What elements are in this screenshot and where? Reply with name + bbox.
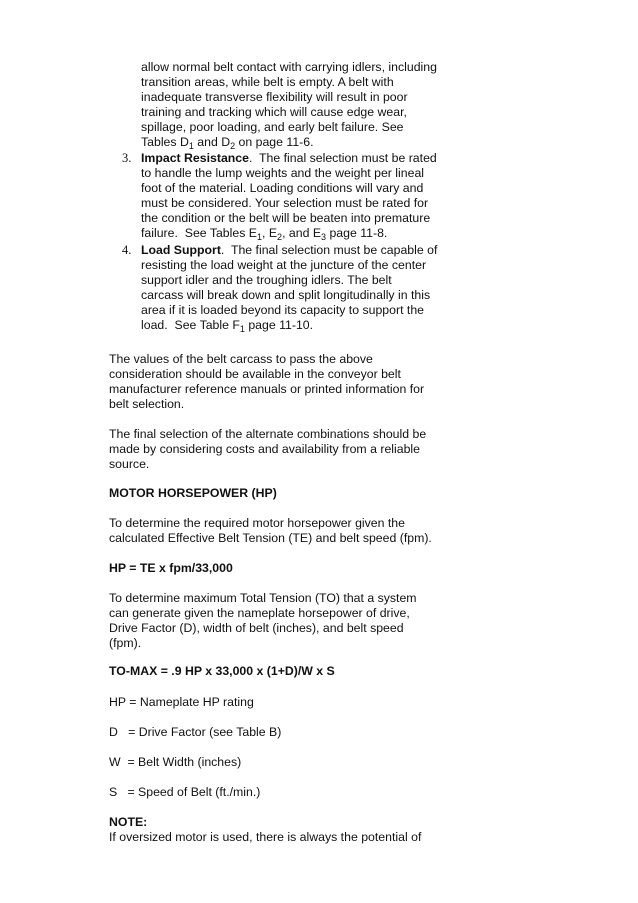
text-fragment: . The final selection must be rated [249, 151, 437, 165]
text-line: must be considered. Your selection must be rated for [141, 196, 429, 210]
paragraph-values [109, 352, 479, 412]
text-fragment: and D [193, 135, 231, 149]
formula-hp: HP = TE x fpm/33,000 [109, 561, 233, 575]
item-3-heading: Impact Resistance [141, 151, 249, 165]
text-line: To determine maximum Total Tension (TO) that a system [109, 591, 417, 605]
note-label: NOTE: [109, 815, 148, 829]
text-line: support idler and the troughing idlers. The belt [141, 273, 392, 287]
definition-s [109, 785, 479, 800]
text-line: calculated Effective Belt Tension (TE) and belt speed (fpm). [109, 531, 432, 545]
text-line: made by considering costs and availability from a reliable [109, 442, 420, 456]
text-line: training and tracking which will cause edge wear, [141, 105, 407, 119]
text-line: The final selection of the alternate combinations should be [109, 427, 427, 441]
text-line: source. [109, 457, 150, 471]
motor-horsepower-heading: MOTOR HORSEPOWER (HP) [109, 486, 277, 500]
text-fragment: page 11-10. [244, 318, 314, 332]
item-4-number: 4. [122, 243, 132, 257]
text-line: To determine the required motor horsepower given the [109, 516, 405, 530]
paragraph-tension [109, 591, 479, 651]
text-line: (fpm). [109, 636, 142, 650]
text-fragment: , and E [282, 226, 322, 240]
formula-to-max: TO-MAX = .9 HP x 33,000 x (1+D)/W x S [109, 664, 335, 678]
item-4 [141, 243, 471, 333]
section-heading [109, 486, 479, 501]
text-fragment: , E [262, 226, 278, 240]
subscript: 1 [239, 324, 245, 334]
text-line: carcass will break down and split longitudinally in this [141, 288, 431, 302]
text-line: area if it is loaded beyond its capacity to support the [141, 303, 424, 317]
text-line: D = Drive Factor (see Table B) [109, 725, 282, 739]
paragraph-final-selection [109, 427, 479, 472]
formula-hp-block [109, 561, 479, 576]
text-line [141, 151, 471, 166]
text-line [141, 243, 471, 258]
text-line: inadequate transverse flexibility will result in poor [141, 90, 408, 104]
subscript: 1 [256, 232, 262, 242]
text-line: resisting the load weight at the juncture of the center [141, 258, 427, 272]
text-line: consideration should be available in the conveyor belt [109, 367, 401, 381]
text-line: W = Belt Width (inches) [109, 755, 242, 769]
text-line: HP = Nameplate HP rating [109, 695, 254, 709]
text-line [141, 135, 471, 150]
definition-hp [109, 695, 479, 710]
text-line: to handle the lump weights and the weight per lineal [141, 166, 425, 180]
text-fragment: page 11-8. [326, 226, 388, 240]
paragraph-motor [109, 516, 479, 546]
text-line: can generate given the nameplate horsepower of drive, [109, 606, 410, 620]
item-4-heading: Load Support [141, 243, 221, 257]
text-line: S = Speed of Belt (ft./min.) [109, 785, 261, 799]
subscript: 3 [321, 232, 327, 242]
text-line: spillage, poor loading, and early belt failure. See [141, 120, 404, 134]
text-line: foot of the material. Loading conditions will vary and [141, 181, 424, 195]
text-line [141, 226, 471, 241]
text-fragment: load. See Table F [141, 318, 240, 332]
text-line: transition areas, while belt is empty. A belt with [141, 75, 394, 89]
text-fragment: on page 11-6. [235, 135, 314, 149]
definition-w [109, 755, 479, 770]
text-line [141, 318, 471, 333]
note-block [109, 815, 479, 845]
text-line: manufacturer reference manuals or printed information for [109, 382, 425, 396]
text-fragment: . The final selection must be capable of [220, 243, 438, 257]
formula-to-block [109, 664, 479, 679]
subscript: 1 [188, 141, 194, 151]
item-2-continuation [141, 60, 471, 150]
text-fragment: Tables D [141, 135, 189, 149]
item-3 [141, 151, 471, 241]
text-line: the condition or the belt will be beaten into premature [141, 211, 431, 225]
text-line: allow normal belt contact with carrying idlers, including [141, 60, 437, 74]
text-line: belt selection. [109, 397, 185, 411]
definition-d [109, 725, 479, 740]
text-line: The values of the belt carcass to pass the above [109, 352, 373, 366]
text-fragment: failure. See Tables E [141, 226, 257, 240]
item-3-number: 3. [122, 151, 132, 165]
text-line: If oversized motor is used, there is always the potential of [109, 830, 422, 844]
subscript: 2 [230, 141, 236, 151]
text-line: Drive Factor (D), width of belt (inches), and belt speed [109, 621, 404, 635]
subscript: 2 [277, 232, 283, 242]
